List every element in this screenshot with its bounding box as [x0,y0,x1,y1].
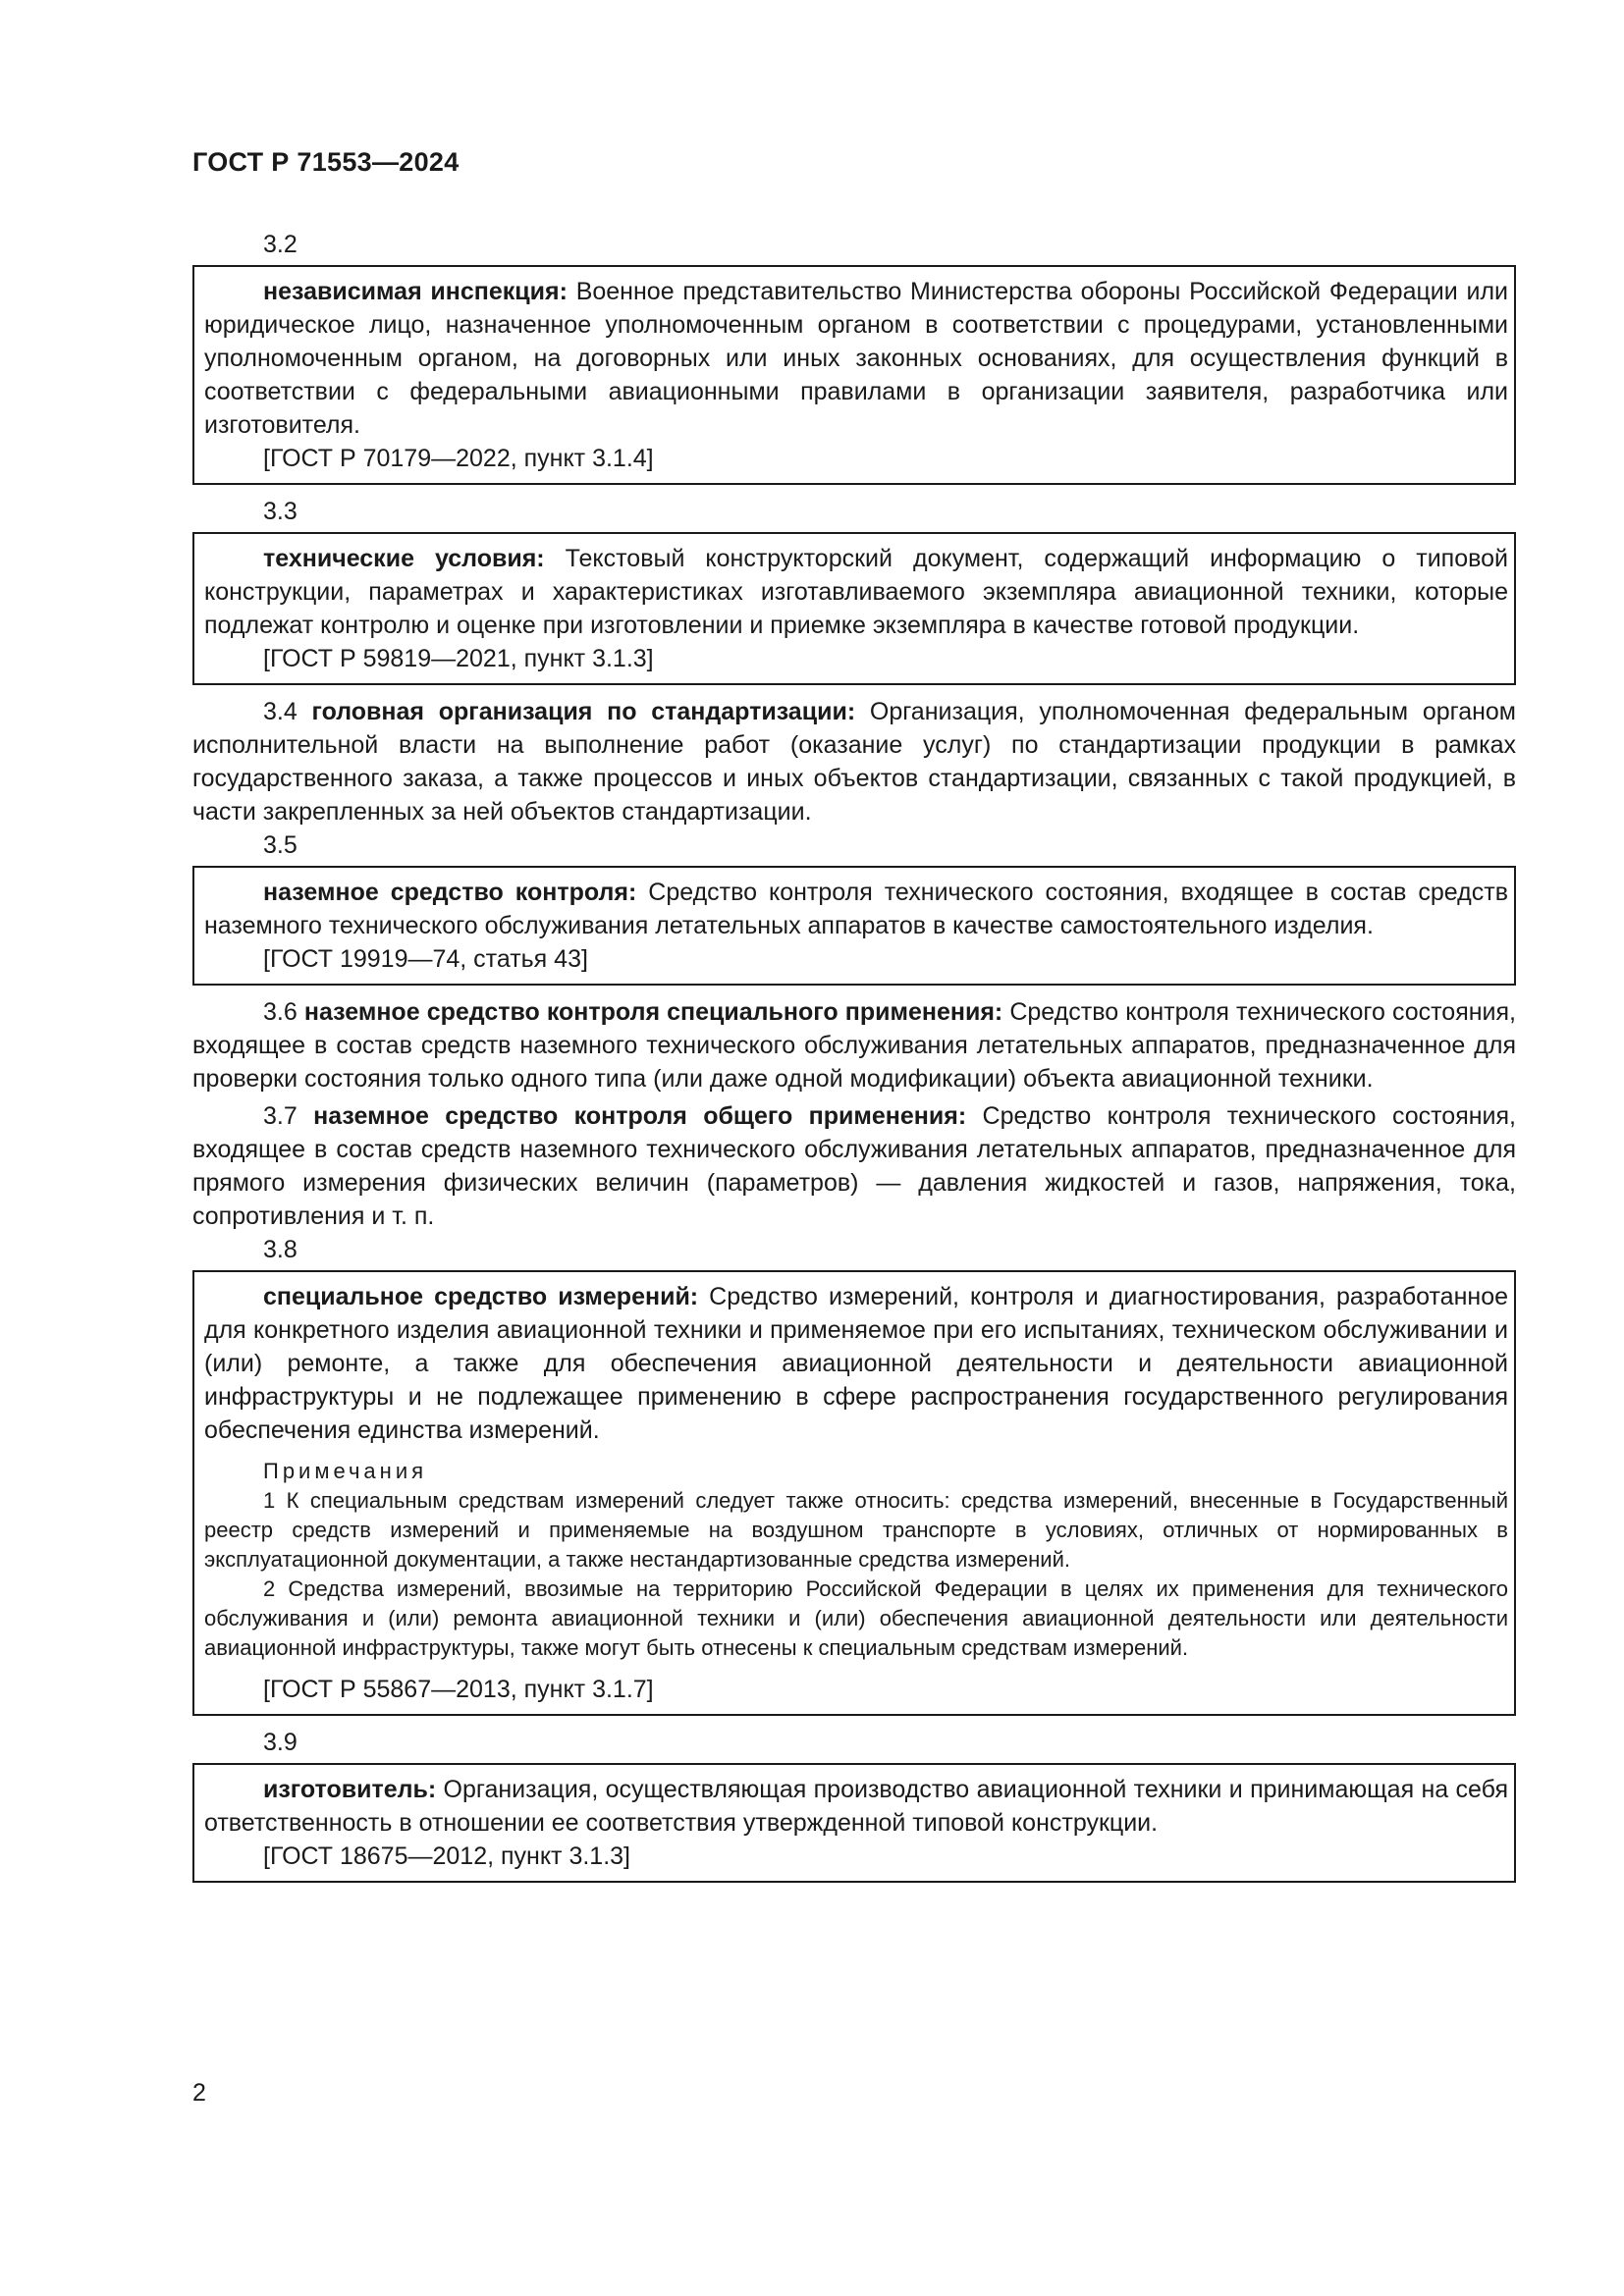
terms-section [192,228,1516,1883]
term-reference: [ГОСТ 19919—74, статья 43] [263,945,588,973]
note-1: 1 К специальным средствам измерений следует также относить: средства измерений, внесенные в Государственный реестр средств измерений и применяемые на воздушном транспорте в условиях, отличных от нормированных в эксплуатационной документации, а также нестандартизованные средства измерений. [204,1488,1508,1572]
entry-number: 3.2 [263,231,298,258]
term-reference: [ГОСТ Р 59819—2021, пункт 3.1.3] [263,645,654,672]
term-definition: изготовитель: Организация, осуществляющая производство авиационной техники и принимающая на себя ответственность в отношении ее соответствия утвержденной типовой конструкции. [204,1776,1508,1837]
entry-number: 3.5 [263,831,298,859]
term-name: наземное средство контроля: [263,879,637,906]
term-box-3-3 [192,532,1516,685]
entry-number: 3.3 [263,498,298,525]
term-name: наземное средство контроля специального применения: [303,998,1003,1026]
term-name: независимая инспекция: [263,278,568,305]
document-header: ГОСТ Р 71553—2024 [192,147,460,177]
entry-number: 3.9 [263,1729,298,1756]
term-name: головная организация по стандартизации: [311,698,856,725]
term-notes [204,1457,1508,1663]
term-definition: специальное средство измерений: Средство измерений, контроля и диагностирования, разработанное для конкретного изделия авиационной техники и применяемое при его испытаниях, техническом обслуживании и (или) ремонте, а также для обеспечения авиационной деятельности и деятельности авиационной инфраструктуры и не подлежащее применению в сфере распространения государственного регулирования обеспечения единства измерений. [204,1283,1508,1444]
term-reference: [ГОСТ 18675—2012, пункт 3.1.3] [263,1842,630,1870]
term-name: технические условия: [263,545,545,572]
term-definition: технические условия: Текстовый конструкторский документ, содержащий информацию о типовой конструкции, параметрах и характеристиках изготавливаемого экземпляра авиационной техники, которые подлежат контролю и оценке при изготовлении и приемке экземпляра в качестве готовой продукции. [204,545,1508,639]
page-number: 2 [192,2079,206,2107]
term-paragraph-3-4: 3.4 головная организация по стандартизации: Организация, уполномоченная федеральным органом исполнительной власти на выполнение работ (оказание услуг) по стандартизации продукции в рамках государственного заказа, а также процессов и иных объектов стандартизации, связанных с такой продукцией, в части закрепленных за ней объектов стандартизации. [192,698,1516,826]
notes-heading: Примечания [263,1459,428,1483]
term-paragraph-3-6: 3.6 наземное средство контроля специального применения: Средство контроля технического состояния, входящее в состав средств наземного технического обслуживания летательных аппаратов, предназначенное для проверки состояния только одного типа (или даже одной модификации) объекта авиационной техники. [192,998,1516,1093]
term-name: наземное средство контроля общего применения: [313,1102,967,1130]
term-definition: наземное средство контроля: Средство контроля технического состояния, входящее в состав средств наземного технического обслуживания летательных аппаратов в качестве самостоятельного изделия. [204,879,1508,939]
term-reference: [ГОСТ Р 70179—2022, пункт 3.1.4] [263,445,654,472]
term-box-3-9 [192,1763,1516,1883]
term-box-3-8 [192,1270,1516,1716]
term-name: специальное средство измерений: [263,1283,699,1310]
term-paragraph-3-7: 3.7 наземное средство контроля общего применения: Средство контроля технического состояния, входящее в состав средств наземного технического обслуживания летательных аппаратов, предназначенное для прямого измерения физических величин (параметров) — давления жидкостей и газов, напряжения, тока, сопротивления и т. п. [192,1102,1516,1230]
term-box-3-2 [192,265,1516,485]
entry-number: 3.8 [263,1236,298,1263]
term-definition: независимая инспекция: Военное представительство Министерства обороны Российской Федерации или юридическое лицо, назначенное уполномоченным органом в соответствии с процедурами, установленными уполномоченным органом, на договорных или иных законных основаниях, для осуществления функций в соответствии с федеральными авиационными правилами в организации заявителя, разработчика или изготовителя. [204,278,1508,439]
term-name: изготовитель: [263,1776,437,1803]
note-2: 2 Средства измерений, ввозимые на территорию Российской Федерации в целях их применения для технического обслуживания и (или) ремонта авиационной техники и (или) обеспечения авиационной деятельности или деятельности авиационной инфраструктуры, также могут быть отнесены к специальным средствам измерений. [204,1576,1508,1660]
term-box-3-5 [192,866,1516,986]
term-reference: [ГОСТ Р 55867—2013, пункт 3.1.7] [263,1676,654,1703]
